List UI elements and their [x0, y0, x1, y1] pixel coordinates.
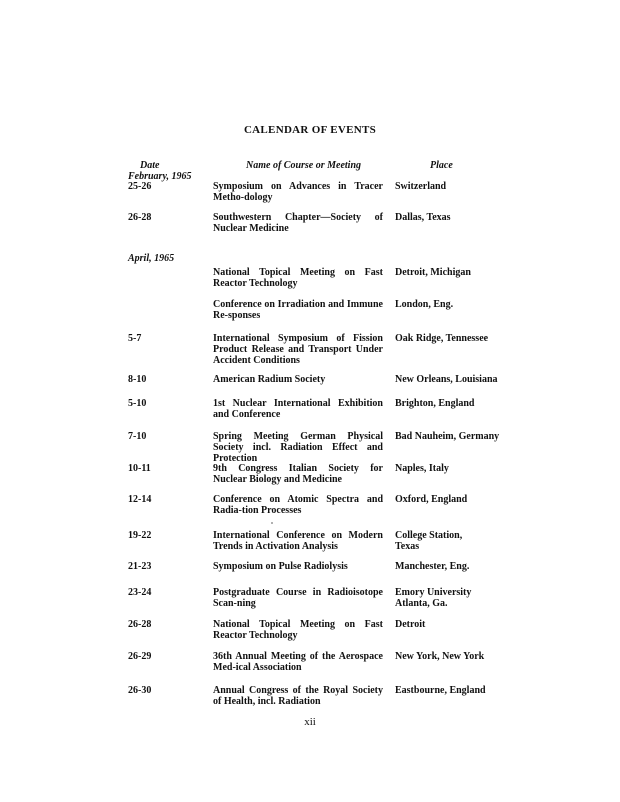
event-date: 26-28 — [128, 212, 152, 223]
event-date: 5-7 — [128, 333, 142, 344]
event-name: Symposium on Pulse Radiolysis — [213, 561, 348, 572]
event-name: National Topical Meeting on Fast Reactor Technology — [213, 619, 383, 641]
event-place: Eastbourne, England — [395, 685, 486, 696]
event-date: 26-28 — [128, 619, 152, 630]
event-row — [0, 299, 620, 321]
page-title: CALENDAR OF EVENTS — [243, 124, 377, 136]
event-place: Bad Nauheim, Germany — [395, 431, 500, 442]
event-place: New York, New York — [395, 651, 485, 662]
event-date: 26-30 — [128, 685, 152, 696]
event-name: 9th Congress Italian Society for Nuclear Biology and Medicine — [213, 463, 383, 485]
event-row — [0, 651, 620, 673]
event-date: 10-11 — [128, 463, 151, 474]
event-date: 12-14 — [128, 494, 152, 505]
event-name: Conference on Irradiation and Immune Re-sponses — [213, 299, 383, 321]
month-heading-april: April, 1965 — [128, 253, 175, 264]
event-name: 1st Nuclear International Exhibition and Conference — [213, 398, 383, 420]
event-name: Postgraduate Course in Radioisotope Scan-ning — [213, 587, 383, 609]
event-row — [0, 494, 620, 516]
event-name: 36th Annual Meeting of the Aerospace Med-ical Association — [213, 651, 383, 673]
event-row — [0, 561, 620, 572]
event-name: International Symposium of Fission Product Release and Transport Under Accident Conditions — [213, 333, 383, 366]
place-column-header: Place — [430, 160, 453, 171]
event-place: Detroit, Michigan — [395, 267, 471, 278]
event-date: 8-10 — [128, 374, 147, 385]
event-place: Oxford, England — [395, 494, 468, 505]
date-header-label: Date — [140, 160, 160, 171]
event-place: Emory University Atlanta, Ga. — [395, 587, 472, 609]
event-row — [0, 181, 620, 203]
event-row — [0, 267, 620, 289]
event-row — [0, 398, 620, 420]
event-place: Naples, Italy — [395, 463, 449, 474]
event-row — [0, 587, 620, 609]
event-date: 7-10 — [128, 431, 147, 442]
event-place: Oak Ridge, Tennessee — [395, 333, 489, 344]
event-row — [0, 463, 620, 485]
event-row — [0, 619, 620, 641]
event-place: Detroit — [395, 619, 426, 630]
event-date: 19-22 — [128, 530, 152, 541]
scan-speck — [271, 522, 273, 524]
event-name: International Conference on Modern Trends in Activation Analysis — [213, 530, 383, 552]
event-row — [0, 333, 620, 366]
event-place: College Station, Texas — [395, 530, 463, 552]
event-name: Symposium on Advances in Tracer Metho-dology — [213, 181, 383, 203]
event-date: 23-24 — [128, 587, 152, 598]
event-row — [0, 685, 620, 707]
event-row — [0, 212, 620, 234]
event-row — [0, 530, 620, 552]
event-name: Annual Congress of the Royal Society of Health, incl. Radiation — [213, 685, 383, 707]
event-place: New Orleans, Louisiana — [395, 374, 498, 385]
event-place: Manchester, Eng. — [395, 561, 470, 572]
name-column-header: Name of Course or Meeting — [246, 160, 361, 171]
event-date: 26-29 — [128, 651, 152, 662]
event-name: Conference on Atomic Spectra and Radia-tion Processes — [213, 494, 383, 516]
event-place: London, Eng. — [395, 299, 454, 310]
event-row — [0, 374, 620, 385]
event-place: Switzerland — [395, 181, 447, 192]
date-header-month: February, 1965 — [128, 171, 192, 182]
event-date: 21-23 — [128, 561, 152, 572]
event-place: Brighton, England — [395, 398, 475, 409]
date-column-header — [128, 160, 218, 182]
event-date: 25-26 — [128, 181, 152, 192]
page-number: xii — [304, 716, 316, 728]
event-name: National Topical Meeting on Fast Reactor Technology — [213, 267, 383, 289]
event-place: Dallas, Texas — [395, 212, 451, 223]
event-name: Southwestern Chapter—Society of Nuclear Medicine — [213, 212, 383, 234]
event-row — [0, 431, 620, 464]
event-name: American Radium Society — [213, 374, 326, 385]
event-name: Spring Meeting German Physical Society incl. Radiation Effect and Protection — [213, 431, 383, 464]
event-date: 5-10 — [128, 398, 147, 409]
